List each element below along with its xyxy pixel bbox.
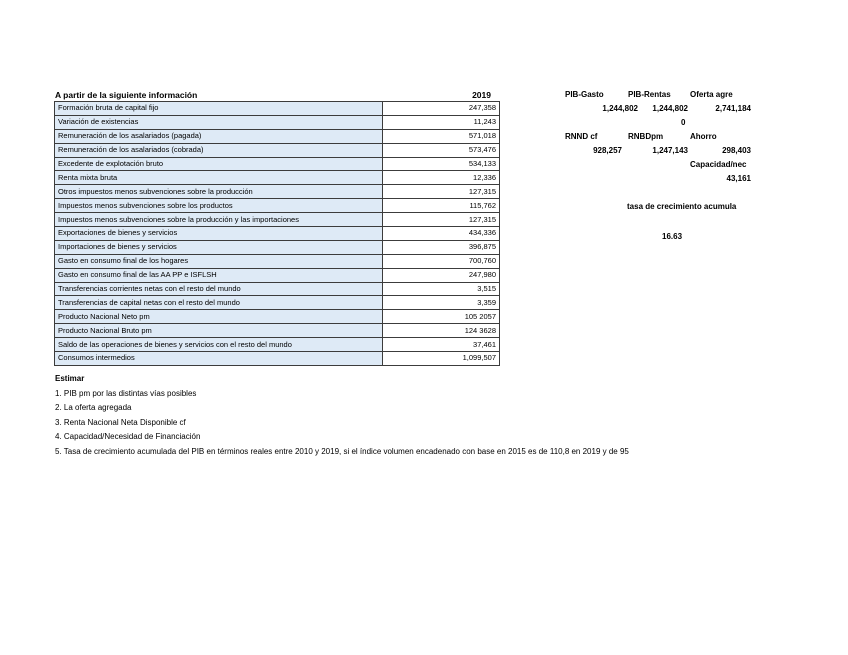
row-value: 115,762 <box>383 199 500 213</box>
row-label: Otros impuestos menos subvenciones sobre la producción <box>55 185 383 199</box>
ahorro-value: 298,403 <box>722 146 751 155</box>
row-label: Formación bruta de capital fijo <box>55 102 383 116</box>
table-row <box>55 115 500 129</box>
table-row <box>55 129 500 143</box>
table-row <box>55 102 500 116</box>
table-row <box>55 227 500 241</box>
note-item: 5. Tasa de crecimiento acumulada del PIB en términos reales entre 2010 y 2019, si el índice volumen encadenado con base en 2015 es de 110,8 en 2019 y de 95 <box>55 446 629 456</box>
row-value: 573,476 <box>383 143 500 157</box>
row-value: 3,515 <box>383 282 500 296</box>
rnbd-label: RNBDpm <box>628 132 664 141</box>
table-row <box>55 254 500 268</box>
row-value: 37,461 <box>383 338 500 352</box>
capacidad-value: 43,161 <box>726 174 751 183</box>
row-label: Saldo de las operaciones de bienes y servicios con el resto del mundo <box>55 338 383 352</box>
row-label: Remuneración de los asalariados (pagada) <box>55 129 383 143</box>
rnnd-label: RNND cf <box>565 132 598 141</box>
tasa-value: 16.63 <box>662 232 683 241</box>
row-label: Transferencias corrientes netas con el resto del mundo <box>55 282 383 296</box>
row-value: 434,336 <box>383 227 500 241</box>
pib-gasto-label: PIB-Gasto <box>565 90 604 99</box>
notes <box>55 372 629 459</box>
table-row <box>55 213 500 227</box>
row-label: Impuestos menos subvenciones sobre la producción y las importaciones <box>55 213 383 227</box>
row-label: Variación de existencias <box>55 115 383 129</box>
row-label: Remuneración de los asalariados (cobrada) <box>55 143 383 157</box>
table-row <box>55 282 500 296</box>
row-value: 700,760 <box>383 254 500 268</box>
rnnd-value: 928,257 <box>593 146 622 155</box>
year-header: 2019 <box>472 90 491 100</box>
table-row <box>55 171 500 185</box>
row-label: Importaciones de bienes y servicios <box>55 240 383 254</box>
row-value: 127,315 <box>383 185 500 199</box>
row-label: Producto Nacional Neto pm <box>55 310 383 324</box>
table-heading <box>55 89 495 101</box>
note-item: 3. Renta Nacional Neta Disponible cf <box>55 417 186 427</box>
row-value: 534,133 <box>383 157 500 171</box>
row-value: 127,315 <box>383 213 500 227</box>
row-value: 3,359 <box>383 296 500 310</box>
rnbd-value: 1,247,143 <box>652 146 688 155</box>
note-item: 4. Capacidad/Necesidad de Financiación <box>55 432 201 441</box>
row-value: 247,980 <box>383 268 500 282</box>
notes-title: Estimar <box>55 374 85 383</box>
table-row <box>55 143 500 157</box>
row-label: Exportaciones de bienes y servicios <box>55 227 383 241</box>
difference-value: 0 <box>681 118 686 127</box>
table-row <box>55 338 500 352</box>
capacidad-label: Capacidad/nec <box>690 160 747 169</box>
row-value: 571,018 <box>383 129 500 143</box>
note-item: 1. PIB pm por las distintas vías posibles <box>55 388 197 398</box>
row-label: Renta mixta bruta <box>55 171 383 185</box>
row-label: Producto Nacional Bruto pm <box>55 324 383 338</box>
row-label: Gasto en consumo final de las AA PP e ISFLSH <box>55 268 383 282</box>
row-label: Gasto en consumo final de los hogares <box>55 254 383 268</box>
table-row <box>55 240 500 254</box>
oferta-value: 2,741,184 <box>715 104 751 113</box>
row-label: Consumos intermedios <box>55 352 383 366</box>
row-label: Excedente de explotación bruto <box>55 157 383 171</box>
row-label: Transferencias de capital netas con el resto del mundo <box>55 296 383 310</box>
note-item: 2. La oferta agregada <box>55 403 132 412</box>
tasa-label: tasa de crecimiento acumula <box>627 202 737 211</box>
row-value: 396,875 <box>383 240 500 254</box>
row-value: 105 2057 <box>383 310 500 324</box>
table-row <box>55 352 500 366</box>
pib-rentas-value: 1,244,802 <box>652 104 688 113</box>
table-row <box>55 310 500 324</box>
table-row <box>55 268 500 282</box>
row-value: 124 3628 <box>383 324 500 338</box>
table-row <box>55 185 500 199</box>
row-value: 12,336 <box>383 171 500 185</box>
pib-rentas-label: PIB-Rentas <box>628 90 671 99</box>
oferta-label: Oferta agre <box>690 90 733 99</box>
table-row <box>55 199 500 213</box>
row-label: Impuestos menos subvenciones sobre los productos <box>55 199 383 213</box>
table-row <box>55 157 500 171</box>
table-row <box>55 324 500 338</box>
pib-gasto-value: 1,244,802 <box>602 104 638 113</box>
row-value: 11,243 <box>383 115 500 129</box>
data-table <box>54 101 500 366</box>
ahorro-label: Ahorro <box>690 132 717 141</box>
heading-text: A partir de la siguiente información <box>55 90 198 100</box>
table-row <box>55 296 500 310</box>
row-value: 1,099,507 <box>383 352 500 366</box>
row-value: 247,358 <box>383 102 500 116</box>
